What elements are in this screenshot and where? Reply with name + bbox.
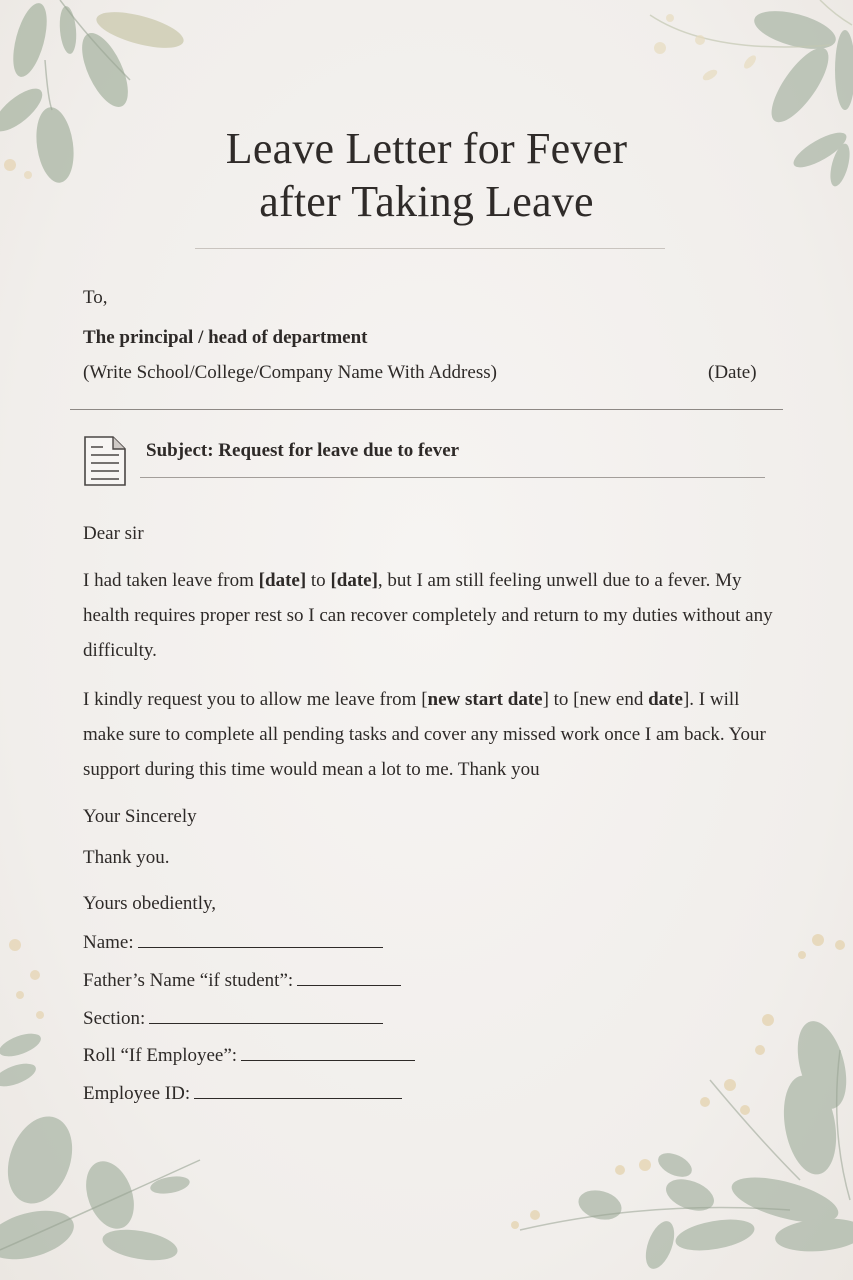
field-blank[interactable] xyxy=(241,1059,415,1061)
field-label: Section: xyxy=(83,1008,146,1029)
end-date-placeholder: date xyxy=(648,689,683,710)
text: ] to [new end xyxy=(542,689,649,710)
date-placeholder: [date] xyxy=(258,570,307,591)
field-label: Employee ID: xyxy=(83,1083,191,1104)
text: I had taken leave from xyxy=(83,570,259,591)
title-line-1: Leave Letter for Fever xyxy=(225,124,628,173)
date-placeholder: [date] xyxy=(330,570,378,591)
field-fathers-name[interactable] xyxy=(83,970,401,992)
field-label: Name: xyxy=(83,932,134,953)
body-paragraph-1 xyxy=(83,563,783,668)
letter-date: (Date) xyxy=(708,362,757,383)
field-roll[interactable] xyxy=(83,1045,415,1067)
field-label: Father’s Name “if student”: xyxy=(83,970,294,991)
text: , but I am still feeling unwell due to a fever. My health requires proper rest so I can recover completely and return to my duties without any difficulty. xyxy=(83,570,773,661)
document-icon xyxy=(83,435,127,487)
text: ]. I will make sure to complete all pending tasks and cover any missed work once I am back. Your support during this time would mean a lot to me. Thank you xyxy=(83,689,766,780)
field-blank[interactable] xyxy=(297,984,401,986)
field-name[interactable] xyxy=(83,932,383,954)
subject-line: Subject: Request for leave due to fever xyxy=(146,440,460,461)
field-blank[interactable] xyxy=(138,946,383,948)
text: to xyxy=(306,570,331,591)
field-blank[interactable] xyxy=(194,1097,402,1099)
subject-underline xyxy=(140,477,765,478)
field-section[interactable] xyxy=(83,1008,383,1030)
field-label: Roll “If Employee”: xyxy=(83,1045,238,1066)
closing-thank-you: Thank you. xyxy=(83,847,170,868)
recipient-name: The principal / head of department xyxy=(83,327,368,348)
recipient-divider xyxy=(70,409,783,410)
title-divider xyxy=(195,248,665,249)
closing-obediently: Yours obediently, xyxy=(83,893,217,914)
leaf-branch-bottom-right-icon xyxy=(500,900,853,1280)
letter-title xyxy=(0,122,853,228)
recipient-address: (Write School/College/Company Name With Address) xyxy=(83,362,497,383)
recipient-to: To, xyxy=(83,287,108,308)
start-date-placeholder: new start date xyxy=(427,689,543,710)
text: I kindly request you to allow me leave from [ xyxy=(83,689,428,710)
field-blank[interactable] xyxy=(149,1022,383,1024)
body-paragraph-2 xyxy=(83,682,783,787)
salutation: Dear sir xyxy=(83,523,144,544)
closing-sincerely: Your Sincerely xyxy=(83,806,197,827)
field-employee-id[interactable] xyxy=(83,1083,402,1105)
title-line-2: after Taking Leave xyxy=(259,177,594,226)
